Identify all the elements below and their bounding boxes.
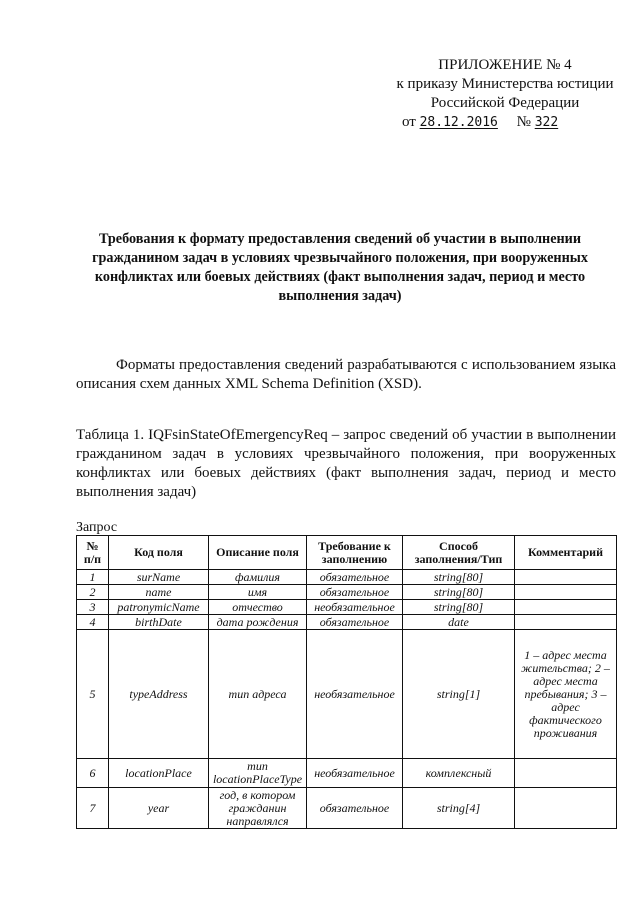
cell-num: 2 <box>77 585 109 600</box>
table-row <box>77 615 617 630</box>
cell-type: string[4] <box>403 788 515 829</box>
cell-type: string[80] <box>403 570 515 585</box>
cell-description: фамилия <box>209 570 307 585</box>
appendix-header <box>380 56 630 132</box>
table-row <box>77 759 617 788</box>
appendix-title: ПРИЛОЖЕНИЕ № 4 <box>438 57 572 73</box>
header-num: № п/п <box>77 536 109 570</box>
cell-requirement: обязательное <box>307 615 403 630</box>
cell-num: 1 <box>77 570 109 585</box>
cell-description: тип locationPlaceType <box>209 759 307 788</box>
cell-comment <box>515 600 617 615</box>
intro-paragraph: Форматы предоставления сведений разрабатываются с использованием языка описания схем данных XML Schema Definition (XSD). <box>76 357 616 392</box>
cell-num: 7 <box>77 788 109 829</box>
cell-description: имя <box>209 585 307 600</box>
table-caption: Таблица 1. IQFsinStateOfEmergencyReq – запрос сведений об участии в выполнении гражданином задач в условиях чрезвычайного положения, при вооруженных конфликтах или боевых действиях (факт выполнения задач, период и место выполнения задач) <box>76 427 616 500</box>
cell-type: комплексный <box>403 759 515 788</box>
header-code: Код поля <box>109 536 209 570</box>
cell-description: отчество <box>209 600 307 615</box>
cell-comment <box>515 788 617 829</box>
cell-num: 3 <box>77 600 109 615</box>
cell-comment: 1 – адрес места жительства; 2 – адрес места пребывания; 3 – адрес фактического проживания <box>515 630 617 759</box>
cell-requirement: необязательное <box>307 759 403 788</box>
cell-description: год, в котором гражданин направлялся <box>209 788 307 829</box>
table-row <box>77 570 617 585</box>
cell-code: typeAddress <box>109 630 209 759</box>
request-table <box>76 535 617 829</box>
cell-code: birthDate <box>109 615 209 630</box>
table-row <box>77 600 617 615</box>
cell-comment <box>515 570 617 585</box>
cell-requirement: обязательное <box>307 788 403 829</box>
header-requirement: Требование к заполнению <box>307 536 403 570</box>
cell-requirement: необязательное <box>307 600 403 615</box>
appendix-date-line <box>380 113 630 132</box>
table-row <box>77 585 617 600</box>
cell-num: 5 <box>77 630 109 759</box>
cell-requirement: обязательное <box>307 570 403 585</box>
header-comment: Комментарий <box>515 536 617 570</box>
header-type: Способ заполнения/Тип <box>403 536 515 570</box>
cell-requirement: обязательное <box>307 585 403 600</box>
order-date: 28.12.2016 <box>419 115 498 130</box>
cell-description: дата рождения <box>209 615 307 630</box>
cell-code: locationPlace <box>109 759 209 788</box>
table-row <box>77 630 617 759</box>
table-header-row <box>77 536 617 570</box>
cell-type: string[80] <box>403 600 515 615</box>
cell-comment <box>515 615 617 630</box>
request-label: Запрос <box>76 520 118 535</box>
order-number: 322 <box>534 115 559 130</box>
cell-code: name <box>109 585 209 600</box>
cell-description: тип адреса <box>209 630 307 759</box>
table-row <box>77 788 617 829</box>
cell-code: patronymicName <box>109 600 209 615</box>
cell-num: 6 <box>77 759 109 788</box>
cell-comment <box>515 585 617 600</box>
cell-code: surName <box>109 570 209 585</box>
cell-type: string[80] <box>403 585 515 600</box>
cell-type: string[1] <box>403 630 515 759</box>
cell-comment <box>515 759 617 788</box>
header-description: Описание поля <box>209 536 307 570</box>
cell-type: date <box>403 615 515 630</box>
cell-requirement: необязательное <box>307 630 403 759</box>
cell-num: 4 <box>77 615 109 630</box>
date-prefix: от <box>402 114 416 130</box>
number-prefix: № <box>516 114 531 130</box>
appendix-ministry-line: Российской Федерации <box>430 95 580 111</box>
appendix-order-line: к приказу Министерства юстиции <box>396 76 614 92</box>
document-title: Требования к формату предоставления сведений об участии в выполнении гражданином задач в условиях чрезвычайного положения, при вооруженных конфликтах или боевых действиях (факт выполнения задач, период и место выполнения задач) <box>92 231 588 304</box>
cell-code: year <box>109 788 209 829</box>
